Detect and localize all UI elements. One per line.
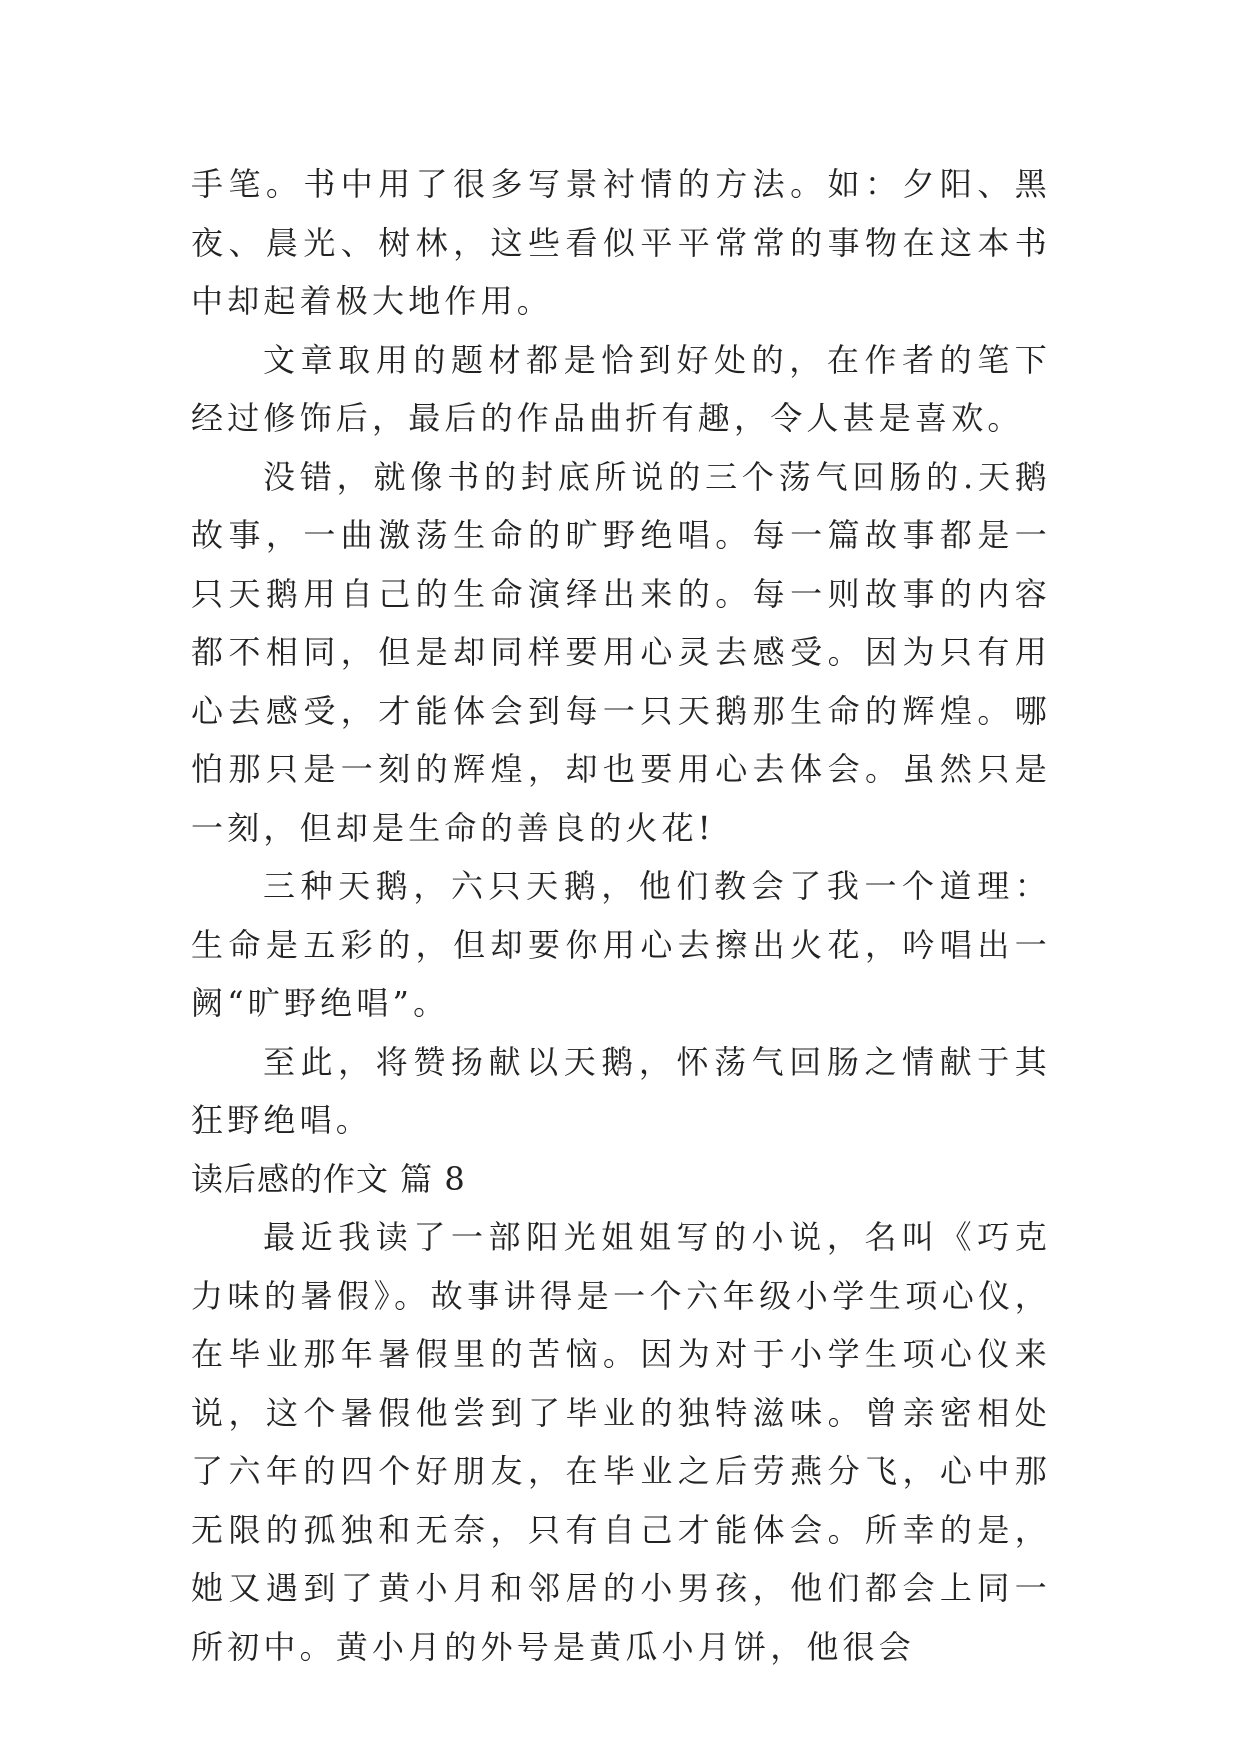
paragraph: 三种天鹅，六只天鹅，他们教会了我一个道理：生命是五彩的，但却要你用心去擦出火花，吟唱出一阙“旷野绝唱”。	[191, 867, 1051, 1022]
paragraph: 没错，就像书的封底所说的三个荡气回肠的.天鹅故事，一曲激荡生命的旷野绝唱。每一篇故事都是一只天鹅用自己的生命演绎出来的。每一则故事的内容都不相同，但是却同样要用心灵去感受。因为只有用心去感受，才能体会到每一只天鹅那生命的辉煌。哪怕那只是一刻的辉煌，却也要用心去体会。虽然只是一刻，但却是生命的善良的火花!	[191, 457, 1051, 847]
document-body	[191, 155, 1051, 1676]
paragraph: 最近我读了一部阳光姐姐写的小说，名叫《巧克力味的暑假》。故事讲得是一个六年级小学生项心仪，在毕业那年暑假里的苦恼。因为对于小学生项心仪来说，这个暑假他尝到了毕业的独特滋味。曾亲密相处了六年的四个好朋友，在毕业之后劳燕分飞，心中那无限的孤独和无奈，只有自己才能体会。所幸的是，她又遇到了黄小月和邻居的小男孩，他们都会上同一所初中。黄小月的外号是黄瓜小月饼，他很会	[191, 1218, 1051, 1666]
paragraph: 手笔。书中用了很多写景衬情的方法。如：夕阳、黑夜、晨光、树林，这些看似平平常常的事物在这本书中却起着极大地作用。	[191, 165, 1051, 320]
paragraph: 文章取用的题材都是恰到好处的，在作者的笔下经过修饰后，最后的作品曲折有趣，令人甚是喜欢。	[191, 340, 1051, 437]
paragraph: 至此，将赞扬献以天鹅，怀荡气回肠之情献于其狂野绝唱。	[191, 1042, 1051, 1139]
section-heading: 读后感的作文 篇 8	[191, 1159, 466, 1198]
